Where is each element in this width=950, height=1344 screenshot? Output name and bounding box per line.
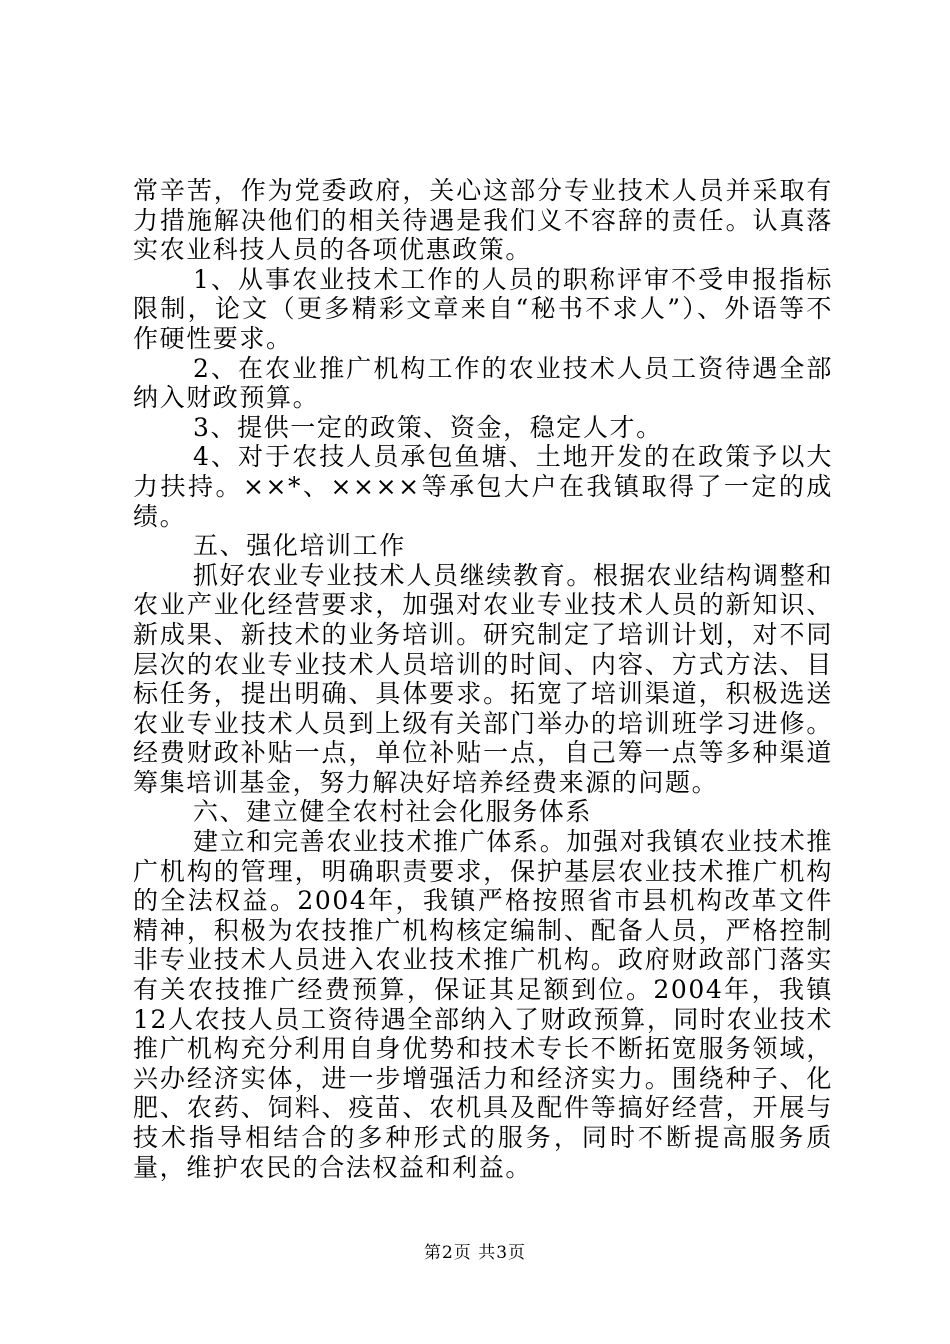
paragraph-7: 抓好农业专业技术人员继续教育。根据农业结构调整和农业产业化经营要求，加强对农业专业技术人员的新知识、新成果、新技术的业务培训。研究制定了培训计划，对不同层次的农业专业技术人员培训的时间、内容、方式方法、目标任务，提出明确、具体要求。拓宽了培训渠道，积极选送农业专业技术人员到上级有关部门举办的培训班学习进修。经费财政补贴一点，单位补贴一点，自己筹一点等多种渠道筹集培训基金，努力解决好培养经费来源的问题。 xyxy=(133,560,833,797)
section-heading-6: 六、建立健全农村社会化服务体系 xyxy=(193,797,593,827)
document-body xyxy=(133,176,833,1182)
paragraph-3: 2、在农业推广机构工作的农业技术人员工资待遇全部纳入财政预算。 xyxy=(133,353,833,413)
paragraph-4: 3、提供一定的政策、资金，稳定人才。 xyxy=(193,412,663,442)
page-footer: 第2页 共3页 xyxy=(423,1243,527,1263)
paragraph-5: 4、对于农技人员承包鱼塘、土地开发的在政策予以大力扶持。××*、××××等承包大户在我镇取得了一定的成绩。 xyxy=(133,442,833,531)
paragraph-1: 常辛苦，作为党委政府，关心这部分专业技术人员并采取有力措施解决他们的相关待遇是我们义不容辞的责任。认真落实农业科技人员的各项优惠政策。 xyxy=(133,176,833,265)
paragraph-9: 建立和完善农业技术推广体系。加强对我镇农业技术推广机构的管理，明确职责要求，保护基层农业技术推广机构的全法权益。2004年，我镇严格按照省市县机构改革文件精神，积极为农技推广机构核定编制、配备人员，严格控制非专业技术人员进入农业技术推广机构。政府财政部门落实有关农技推广经费预算，保证其足额到位。2004年，我镇12人农技人员工资待遇全部纳入了财政预算，同时农业技术推广机构充分利用自身优势和技术专长不断拓宽服务领域，兴办经济实体，进一步增强活力和经济实力。围绕种子、化肥、农药、饲料、疫苗、农机具及配件等搞好经营，开展与技术指导相结合的多种形式的服务，同时不断提高服务质量，维护农民的合法权益和利益。 xyxy=(133,827,834,1182)
paragraph-2: 1、从事农业技术工作的人员的职称评审不受申报指标限制，论文（更多精彩文章来自“秘书不求人”）、外语等不作硬性要求。 xyxy=(133,264,833,353)
section-heading-5: 五、强化培训工作 xyxy=(193,531,406,561)
